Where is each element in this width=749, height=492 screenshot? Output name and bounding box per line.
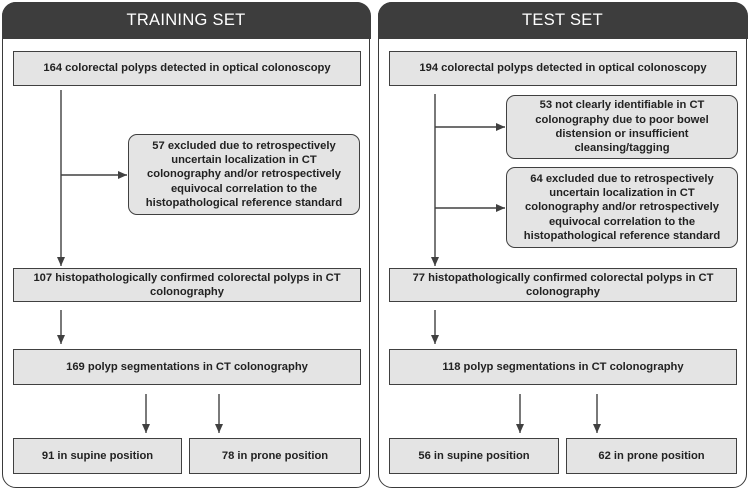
training-detected-box — [13, 51, 361, 86]
test-not-identifiable-text: 53 not clearly identifiable in CT colonography due to poor bowel distension or insufficient cleansing/tagging — [535, 99, 709, 155]
test-excluded-box — [506, 167, 738, 248]
test-detected-box — [389, 51, 737, 86]
test-not-identifiable-box — [506, 95, 738, 159]
test-segmentations-box — [389, 349, 737, 385]
test-set-header: TEST SET — [378, 2, 748, 39]
test-excluded-text: 64 excluded due to retrospectively uncertain localization in CT colonography and/or retrospectively equivocal correlation to the histopathological reference standard — [523, 172, 721, 242]
test-supine-text: 56 in supine position — [418, 449, 530, 462]
training-excluded-box — [128, 134, 360, 215]
test-confirmed-box — [389, 268, 737, 302]
training-supine-box — [13, 438, 182, 474]
training-prone-text: 78 in prone position — [221, 449, 329, 462]
test-confirmed-text: 77 histopathologically confirmed colorectal polyps in CT colonography — [412, 271, 714, 298]
training-segmentations-text: 169 polyp segmentations in CT colonography — [66, 360, 308, 373]
training-confirmed-box — [13, 268, 361, 302]
training-segmentations-box — [13, 349, 361, 385]
test-prone-box — [566, 438, 737, 474]
test-prone-text: 62 in prone position — [598, 449, 705, 462]
test-segmentations-text: 118 polyp segmentations in CT colonography — [442, 360, 684, 373]
training-detected-text: 164 colorectal polyps detected in optical colonoscopy — [43, 62, 331, 75]
training-prone-box — [189, 438, 361, 474]
test-detected-text: 194 colorectal polyps detected in optical colonoscopy — [419, 62, 707, 75]
training-confirmed-text: 107 histopathologically confirmed colorectal polyps in CT colonography — [33, 271, 341, 298]
training-supine-text: 91 in supine position — [41, 449, 154, 462]
training-excluded-text: 57 excluded due to retrospectively uncertain localization in CT colonography and/or retrospectively equivocal correlation to the histopathological reference standard — [145, 139, 343, 209]
test-supine-box — [389, 438, 559, 474]
training-set-header: TRAINING SET — [2, 2, 371, 39]
